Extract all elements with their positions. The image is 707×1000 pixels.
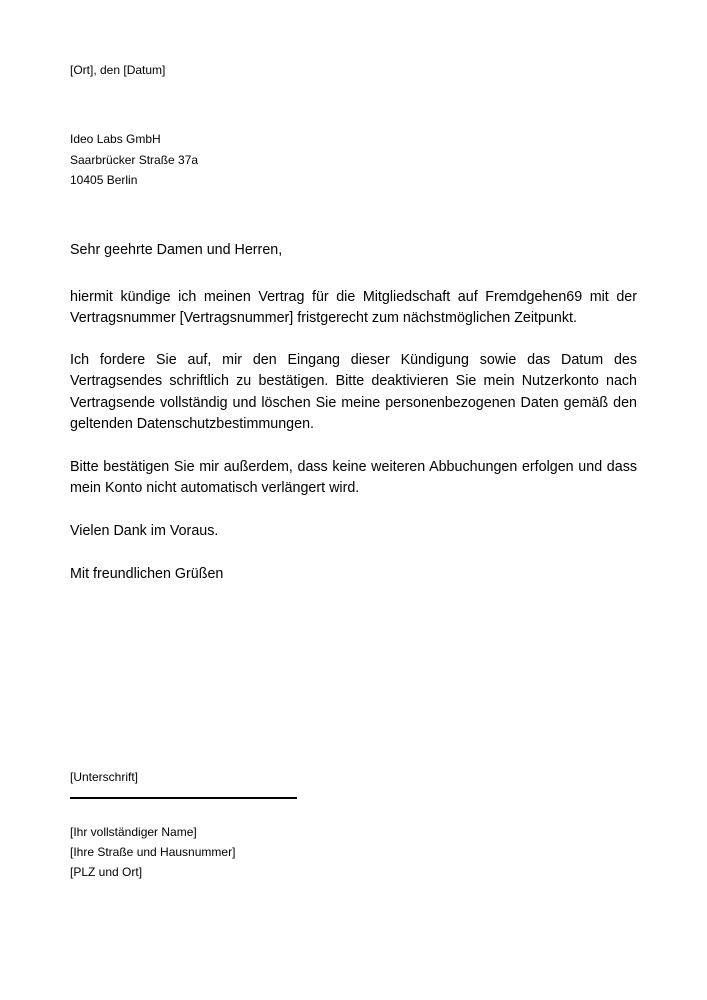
paragraph-confirmation-request: Ich fordere Sie auf, mir den Eingang dieser Kündigung sowie das Datum des Vertragsendes schriftlich zu bestätigen. Bitte deaktivieren Sie mein Nutzerkonto nach Vertragsende vollständig und löschen Sie meine personenbezogenen Daten gemäß den geltenden Datenschutzbestimmungen. xyxy=(70,352,637,433)
recipient-street: Saarbrücker Straße 37a xyxy=(70,152,199,167)
sender-address xyxy=(70,822,235,882)
salutation: Sehr geehrte Damen und Herren, xyxy=(70,242,283,258)
sender-street: [Ihre Straße und Hausnummer] xyxy=(70,845,236,859)
paragraph-no-further-debits: Bitte bestätigen Sie mir außerdem, dass keine weiteren Abbuchungen erfolgen und dass mein Konto nicht automatisch verlängert wird. xyxy=(70,459,637,497)
recipient-address xyxy=(70,129,198,191)
signature-placeholder: [Unterschrift] xyxy=(70,770,139,784)
sender-name: [Ihr vollständiger Name] xyxy=(70,825,197,839)
signature-line xyxy=(70,797,297,799)
recipient-city: 10405 Berlin xyxy=(70,173,138,187)
date-line: [Ort], den [Datum] xyxy=(70,63,166,77)
recipient-name: Ideo Labs GmbH xyxy=(70,132,161,146)
closing-line: Mit freundlichen Grüßen xyxy=(70,566,224,582)
paragraph-cancellation: hiermit kündige ich meinen Vertrag für die Mitgliedschaft auf Fremdgehen69 mit der Vertragsnummer [Vertragsnummer] fristgerecht zum nächstmöglichen Zeitpunkt. xyxy=(70,289,637,327)
sender-city: [PLZ und Ort] xyxy=(70,865,143,879)
thanks-line: Vielen Dank im Voraus. xyxy=(70,523,219,539)
